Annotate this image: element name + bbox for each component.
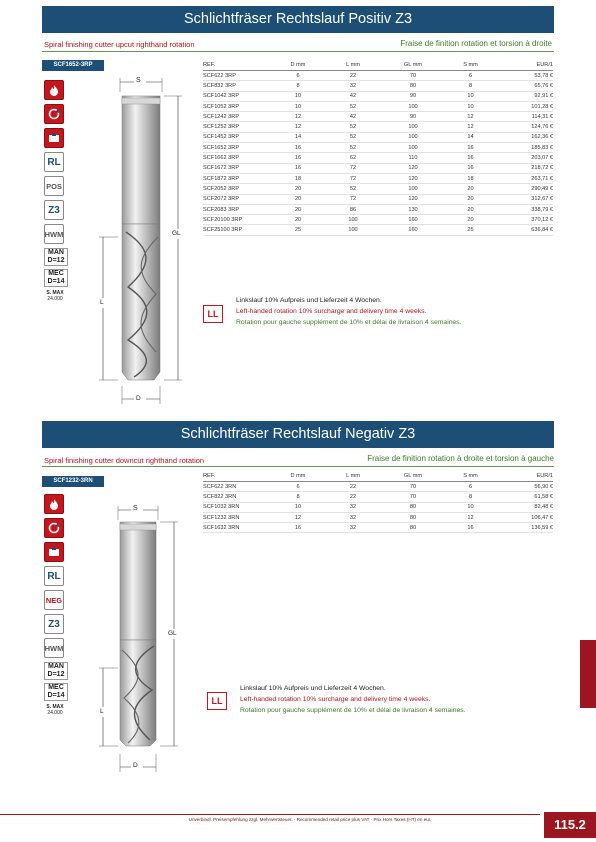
table-row xyxy=(203,81,553,91)
cell-s: 20 xyxy=(443,194,498,204)
section2-note-de: Linkslauf 10% Aufpreis und Lieferzeit 4 Wochen. xyxy=(240,685,386,692)
cell-price: 101,28 € xyxy=(498,101,553,111)
section2-note-fr: Rotation pour gauche supplément de 10% et délai de livraison 4 semaines. xyxy=(240,707,466,714)
cell-d: 12 xyxy=(273,112,323,122)
cell-d: 20 xyxy=(273,204,323,214)
rotation-icon xyxy=(44,104,64,124)
cell-d: 16 xyxy=(273,153,323,163)
cell-s: 16 xyxy=(443,143,498,153)
cell-ref: SCF1652 3RP xyxy=(203,143,273,153)
cell-s: 16 xyxy=(443,523,498,533)
cell-gl: 110 xyxy=(383,153,443,163)
max-speed-badge: S. MAX 24.000 xyxy=(46,290,64,302)
cell-price: 312,67 € xyxy=(498,194,553,204)
cell-l: 72 xyxy=(323,163,383,173)
cell-l: 52 xyxy=(323,132,383,142)
cell-gl: 90 xyxy=(383,91,443,101)
cell-l: 52 xyxy=(323,184,383,194)
cell-gl: 100 xyxy=(383,122,443,132)
table-row xyxy=(203,204,553,214)
section1-product-code: SCF1652-3RP xyxy=(42,60,104,71)
section1-dim-d: D xyxy=(136,395,141,402)
cell-gl: 70 xyxy=(383,71,443,81)
section1-note-en: Left-handed rotation 10% surcharge and delivery time 4 weeks. xyxy=(236,308,427,315)
col-gl: GL mm xyxy=(383,472,443,482)
cell-ref: SCF1032 3RN xyxy=(203,502,273,512)
cell-gl: 130 xyxy=(383,204,443,214)
machine-shank-badge: MEC D=14 xyxy=(44,269,68,287)
section2-product-code: SCF1232-3RN xyxy=(42,476,104,487)
cell-l: 32 xyxy=(323,502,383,512)
left-hand-rotation-icon: LL xyxy=(207,692,227,710)
cell-price: 124,76 € xyxy=(498,122,553,132)
machine-icon xyxy=(44,542,64,562)
cell-l: 32 xyxy=(323,523,383,533)
table-row xyxy=(203,184,553,194)
cell-price: 53,78 € xyxy=(498,71,553,81)
cell-gl: 120 xyxy=(383,163,443,173)
table-row xyxy=(203,101,553,111)
section2-note-en: Left-handed rotation 10% surcharge and delivery time 4 weeks. xyxy=(240,696,431,703)
cell-d: 20 xyxy=(273,194,323,204)
cell-ref: SCF1042 3RP xyxy=(203,91,273,101)
cell-gl: 90 xyxy=(383,112,443,122)
col-s: S mm xyxy=(443,61,498,71)
cell-l: 100 xyxy=(323,225,383,235)
cell-s: 12 xyxy=(443,112,498,122)
section1-divider xyxy=(42,51,554,52)
cell-gl: 80 xyxy=(383,512,443,522)
cell-s: 6 xyxy=(443,482,498,492)
table-row xyxy=(203,143,553,153)
machine-shank-badge: MEC D=14 xyxy=(44,683,68,701)
cell-gl: 70 xyxy=(383,492,443,502)
cell-d: 12 xyxy=(273,122,323,132)
machine-icon xyxy=(44,128,64,148)
table-row xyxy=(203,153,553,163)
section1-note-de: Linkslauf 10% Aufpreis und Lieferzeit 4 Wochen. xyxy=(236,297,382,304)
cell-l: 22 xyxy=(323,492,383,502)
cell-price: 338,79 € xyxy=(498,204,553,214)
cell-ref: SCF1672 3RP xyxy=(203,163,273,173)
table-row xyxy=(203,122,553,132)
cell-l: 86 xyxy=(323,204,383,214)
cell-l: 62 xyxy=(323,153,383,163)
cell-s: 8 xyxy=(443,492,498,502)
cell-ref: SCF822 3RN xyxy=(203,492,273,502)
helix-positive-label: POS xyxy=(44,176,64,196)
section1-note-fr: Rotation pour gauche supplément de 10% et délai de livraison 4 semaines. xyxy=(236,319,462,326)
cell-d: 10 xyxy=(273,101,323,111)
cell-gl: 80 xyxy=(383,81,443,91)
cell-d: 20 xyxy=(273,215,323,225)
col-d: D mm xyxy=(273,61,323,71)
cell-gl: 100 xyxy=(383,184,443,194)
section2-divider xyxy=(42,466,554,467)
cell-d: 12 xyxy=(273,512,323,522)
cell-price: 185,83 € xyxy=(498,143,553,153)
cell-ref: SCF25100 3RP xyxy=(203,225,273,235)
table-header xyxy=(203,61,553,71)
table-row xyxy=(203,71,553,81)
manual-shank-badge: MAN D=12 xyxy=(44,248,68,266)
footer-disclaimer: Unverbindl. Preisempfehlung zzgl. Mehrwertsteuer. - Recommended retail price plus VAT - Prix Hors Taxes (HT) en eur. xyxy=(188,817,432,822)
cell-price: 65,76 € xyxy=(498,81,553,91)
footer-rule xyxy=(0,814,540,815)
cell-price: 61,58 € xyxy=(498,492,553,502)
section2-subtitle-fr: Fraise de finition rotation à droite et torsion à gauche xyxy=(367,454,554,463)
page-number: 115.2 xyxy=(544,812,596,838)
left-hand-rotation-icon: LL xyxy=(203,305,223,323)
table-header xyxy=(203,472,553,482)
material-label: HWM xyxy=(44,638,64,658)
col-l: L mm xyxy=(323,61,383,71)
cell-ref: SCF1872 3RP xyxy=(203,173,273,183)
col-price: EUR/1 xyxy=(498,61,553,71)
cell-l: 72 xyxy=(323,194,383,204)
section2-spec-table xyxy=(203,472,553,533)
table-row xyxy=(203,492,553,502)
cell-gl: 160 xyxy=(383,215,443,225)
cell-d: 20 xyxy=(273,184,323,194)
cell-ref: SCF2072 3RP xyxy=(203,194,273,204)
cell-price: 218,72 € xyxy=(498,163,553,173)
cell-gl: 160 xyxy=(383,225,443,235)
cell-gl: 70 xyxy=(383,482,443,492)
cell-price: 82,48 € xyxy=(498,502,553,512)
table-row xyxy=(203,523,553,533)
cell-ref: SCF1632 3RN xyxy=(203,523,273,533)
cell-price: 114,31 € xyxy=(498,112,553,122)
cell-price: 106,47 € xyxy=(498,512,553,522)
flute-count-label: Z3 xyxy=(44,614,64,634)
cell-d: 16 xyxy=(273,523,323,533)
section2-feature-icons xyxy=(44,494,66,716)
section1-dim-l: L xyxy=(100,299,104,306)
table-row xyxy=(203,512,553,522)
cell-s: 12 xyxy=(443,512,498,522)
flute-count-label: Z3 xyxy=(44,200,64,220)
cell-s: 10 xyxy=(443,101,498,111)
table-row xyxy=(203,215,553,225)
cell-l: 42 xyxy=(323,112,383,122)
cell-l: 42 xyxy=(323,91,383,101)
cell-d: 8 xyxy=(273,81,323,91)
cell-ref: SCF1662 3RP xyxy=(203,153,273,163)
table-row xyxy=(203,502,553,512)
col-ref: REF. xyxy=(203,61,273,71)
cell-gl: 120 xyxy=(383,194,443,204)
cell-gl: 100 xyxy=(383,143,443,153)
section2-dim-d: D xyxy=(133,762,138,769)
cell-s: 12 xyxy=(443,122,498,132)
cell-l: 52 xyxy=(323,101,383,111)
col-s: S mm xyxy=(443,472,498,482)
cell-price: 636,84 € xyxy=(498,225,553,235)
cell-ref: SCF1052 3RP xyxy=(203,101,273,111)
section1-subtitle-fr: Fraise de finition rotation et torsion à droite xyxy=(400,39,552,48)
cell-ref: SCF20100 3RP xyxy=(203,215,273,225)
table-row xyxy=(203,112,553,122)
cell-gl: 100 xyxy=(383,101,443,111)
section2-dim-l: L xyxy=(100,708,104,715)
cell-l: 52 xyxy=(323,122,383,132)
cell-s: 6 xyxy=(443,71,498,81)
cell-l: 52 xyxy=(323,143,383,153)
helix-negative-label: NEG xyxy=(44,590,64,610)
col-l: L mm xyxy=(323,472,383,482)
cell-d: 8 xyxy=(273,492,323,502)
col-ref: REF. xyxy=(203,472,273,482)
cell-d: 6 xyxy=(273,71,323,81)
rotation-direction-label: RL xyxy=(44,566,64,586)
cell-s: 18 xyxy=(443,173,498,183)
cell-ref: SCF1452 3RP xyxy=(203,132,273,142)
cell-price: 92,91 € xyxy=(498,91,553,101)
col-price: EUR/1 xyxy=(498,472,553,482)
cell-s: 14 xyxy=(443,132,498,142)
cell-s: 16 xyxy=(443,163,498,173)
cell-l: 32 xyxy=(323,81,383,91)
cell-gl: 120 xyxy=(383,173,443,183)
cell-d: 14 xyxy=(273,132,323,142)
section1-subtitle-en: Spiral finishing cutter upcut righthand rotation xyxy=(44,40,195,49)
cell-l: 22 xyxy=(323,482,383,492)
table-row xyxy=(203,173,553,183)
cell-ref: SCF2083 3RP xyxy=(203,204,273,214)
cell-s: 10 xyxy=(443,502,498,512)
cell-price: 56,90 € xyxy=(498,482,553,492)
cell-ref: SCF622 3RP xyxy=(203,71,273,81)
section2-subtitle-en: Spiral finishing cutter downcut righthand rotation xyxy=(44,456,205,465)
cell-s: 20 xyxy=(443,184,498,194)
table-row xyxy=(203,225,553,235)
section1-feature-icons xyxy=(44,80,66,302)
cell-s: 25 xyxy=(443,225,498,235)
cell-l: 100 xyxy=(323,215,383,225)
cell-s: 20 xyxy=(443,215,498,225)
cell-gl: 80 xyxy=(383,523,443,533)
cell-price: 370,12 € xyxy=(498,215,553,225)
section1-cutter-drawing xyxy=(98,72,190,410)
table-row xyxy=(203,132,553,142)
cell-l: 72 xyxy=(323,173,383,183)
cell-l: 22 xyxy=(323,71,383,81)
cell-ref: SCF1252 3RP xyxy=(203,122,273,132)
max-speed-badge: S. MAX 24.000 xyxy=(46,704,64,716)
cell-s: 8 xyxy=(443,81,498,91)
rotation-icon xyxy=(44,518,64,538)
cell-d: 25 xyxy=(273,225,323,235)
table-row xyxy=(203,194,553,204)
cell-s: 20 xyxy=(443,204,498,214)
section2-dim-gl: GL xyxy=(168,630,177,637)
section2-title: Schlichtfräser Rechtslauf Negativ Z3 xyxy=(42,421,554,448)
cell-price: 263,71 € xyxy=(498,173,553,183)
cell-gl: 100 xyxy=(383,132,443,142)
table-row xyxy=(203,482,553,492)
cell-ref: SCF1242 3RP xyxy=(203,112,273,122)
cell-ref: SCF2052 3RP xyxy=(203,184,273,194)
cell-s: 10 xyxy=(443,91,498,101)
cell-ref: SCF832 3RP xyxy=(203,81,273,91)
table-row xyxy=(203,91,553,101)
cell-d: 10 xyxy=(273,502,323,512)
col-gl: GL mm xyxy=(383,61,443,71)
col-d: D mm xyxy=(273,472,323,482)
cell-price: 162,36 € xyxy=(498,132,553,142)
cell-price: 136,59 € xyxy=(498,523,553,533)
section1-dim-gl: GL xyxy=(172,230,181,237)
chapter-tab xyxy=(580,640,596,708)
cell-l: 32 xyxy=(323,512,383,522)
section2-dim-s: S xyxy=(133,505,138,512)
cell-d: 6 xyxy=(273,482,323,492)
rotation-direction-label: RL xyxy=(44,152,64,172)
cell-d: 16 xyxy=(273,143,323,153)
manual-shank-badge: MAN D=12 xyxy=(44,662,68,680)
cell-price: 203,07 € xyxy=(498,153,553,163)
cell-d: 10 xyxy=(273,91,323,101)
cell-gl: 80 xyxy=(383,502,443,512)
section2-cutter-drawing xyxy=(98,500,190,778)
flame-icon xyxy=(44,80,64,100)
flame-icon xyxy=(44,494,64,514)
cell-s: 16 xyxy=(443,153,498,163)
section1-title: Schlichtfräser Rechtslauf Positiv Z3 xyxy=(42,6,554,33)
section1-spec-table xyxy=(203,61,553,236)
section1-dim-s: S xyxy=(136,77,141,84)
cell-ref: SCF1232 3RN xyxy=(203,512,273,522)
cell-d: 18 xyxy=(273,173,323,183)
cell-ref: SCF622 3RN xyxy=(203,482,273,492)
cell-d: 16 xyxy=(273,163,323,173)
table-row xyxy=(203,163,553,173)
material-label: HWM xyxy=(44,224,64,244)
cell-price: 290,49 € xyxy=(498,184,553,194)
